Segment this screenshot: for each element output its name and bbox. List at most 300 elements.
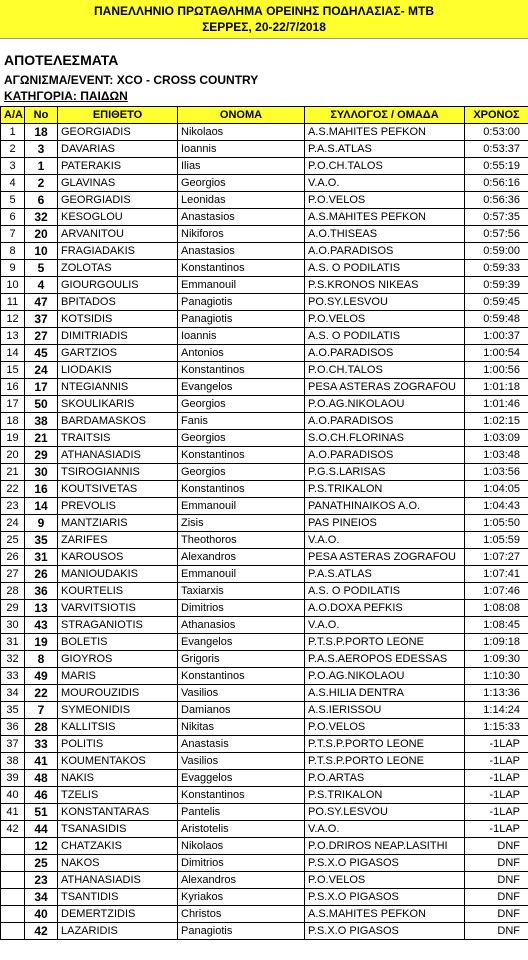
- table-row: [1, 396, 528, 413]
- cell-position: [1, 889, 25, 906]
- cell-number: 32: [25, 209, 58, 226]
- cell-name: Emmanouil: [178, 498, 305, 515]
- cell-number: 2: [25, 175, 58, 192]
- table-row: [1, 770, 528, 787]
- table-row: [1, 821, 528, 838]
- cell-surname: ZOLOTAS: [58, 260, 178, 277]
- cell-position: 25: [1, 532, 25, 549]
- table-row: [1, 294, 528, 311]
- cell-time: DNF: [465, 872, 528, 889]
- cell-club: PAS PINEIOS: [305, 515, 465, 532]
- cell-name: Georgios: [178, 175, 305, 192]
- col-header-surname: ΕΠΙΘΕΤΟ: [58, 107, 178, 124]
- table-row: [1, 583, 528, 600]
- cell-time: DNF: [465, 889, 528, 906]
- cell-surname: GIOYROS: [58, 651, 178, 668]
- cell-surname: GIOURGOULIS: [58, 277, 178, 294]
- cell-club: PESA ASTERAS ZOGRAFOU: [305, 549, 465, 566]
- cell-surname: BARDAMASKOS: [58, 413, 178, 430]
- cell-club: P.T.S.P.PORTO LEONE: [305, 736, 465, 753]
- cell-number: 3: [25, 141, 58, 158]
- cell-number: 41: [25, 753, 58, 770]
- table-row: [1, 634, 528, 651]
- cell-club: P.T.S.P.PORTO LEONE: [305, 634, 465, 651]
- table-row: [1, 600, 528, 617]
- table-row: [1, 243, 528, 260]
- cell-number: 45: [25, 345, 58, 362]
- cell-position: 9: [1, 260, 25, 277]
- cell-time: 0:59:33: [465, 260, 528, 277]
- cell-time: 1:07:27: [465, 549, 528, 566]
- cell-club: P.O.DRIROS NEAP.LASITHI: [305, 838, 465, 855]
- cell-time: DNF: [465, 838, 528, 855]
- cell-club: P.A.S.ATLAS: [305, 141, 465, 158]
- cell-number: 21: [25, 430, 58, 447]
- cell-number: 9: [25, 515, 58, 532]
- cell-club: V.A.O.: [305, 175, 465, 192]
- cell-time: 1:09:30: [465, 651, 528, 668]
- cell-time: 1:04:43: [465, 498, 528, 515]
- cell-number: 12: [25, 838, 58, 855]
- category-label: ΚΑΤΗΓΟΡΙΑ: ΠΑΙΔΩΝ: [4, 89, 128, 103]
- cell-time: DNF: [465, 855, 528, 872]
- cell-number: 34: [25, 889, 58, 906]
- cell-position: 26: [1, 549, 25, 566]
- cell-surname: CHATZAKIS: [58, 838, 178, 855]
- cell-name: Ioannis: [178, 328, 305, 345]
- cell-time: 1:15:33: [465, 719, 528, 736]
- cell-surname: NAKOS: [58, 855, 178, 872]
- cell-number: 18: [25, 124, 58, 141]
- cell-number: 20: [25, 226, 58, 243]
- col-header-time: ΧΡΟΝΟΣ: [465, 107, 528, 124]
- cell-position: [1, 923, 25, 940]
- table-row: [1, 923, 528, 940]
- cell-name: Theothoros: [178, 532, 305, 549]
- table-row: [1, 515, 528, 532]
- cell-surname: MANIOUDAKIS: [58, 566, 178, 583]
- cell-time: 1:08:08: [465, 600, 528, 617]
- cell-position: 22: [1, 481, 25, 498]
- cell-position: 29: [1, 600, 25, 617]
- cell-club: P.S.X.O PIGASOS: [305, 889, 465, 906]
- table-row: [1, 481, 528, 498]
- table-row: [1, 345, 528, 362]
- cell-time: -1LAP: [465, 753, 528, 770]
- cell-club: A.S.HILIA DENTRA: [305, 685, 465, 702]
- cell-surname: GEORGIADIS: [58, 124, 178, 141]
- cell-surname: GEORGIADIS: [58, 192, 178, 209]
- cell-club: A.S.MAHITES PEFKON: [305, 124, 465, 141]
- cell-time: -1LAP: [465, 804, 528, 821]
- cell-name: Konstantinos: [178, 362, 305, 379]
- cell-club: P.S.X.O PIGASOS: [305, 923, 465, 940]
- cell-time: 1:03:48: [465, 447, 528, 464]
- cell-position: 39: [1, 770, 25, 787]
- table-row: [1, 804, 528, 821]
- cell-number: 28: [25, 719, 58, 736]
- results-body: [1, 124, 528, 940]
- cell-number: 5: [25, 260, 58, 277]
- cell-number: 29: [25, 447, 58, 464]
- cell-name: Zisis: [178, 515, 305, 532]
- cell-surname: KESOGLOU: [58, 209, 178, 226]
- col-header-club: ΣΥΛΛΟΓΟΣ / ΟΜΑΔΑ: [305, 107, 465, 124]
- cell-name: Panagiotis: [178, 294, 305, 311]
- cell-position: 36: [1, 719, 25, 736]
- table-row: [1, 413, 528, 430]
- cell-name: Taxiarxis: [178, 583, 305, 600]
- cell-name: Athanasios: [178, 617, 305, 634]
- cell-number: 4: [25, 277, 58, 294]
- cell-time: 1:04:05: [465, 481, 528, 498]
- cell-number: 6: [25, 192, 58, 209]
- cell-name: Emmanouil: [178, 566, 305, 583]
- cell-club: P.S.X.O PIGASOS: [305, 855, 465, 872]
- cell-time: 1:00:56: [465, 362, 528, 379]
- cell-position: 6: [1, 209, 25, 226]
- cell-number: 10: [25, 243, 58, 260]
- col-header-position: Α/Α: [1, 107, 25, 124]
- cell-club: A.O.PARADISOS: [305, 243, 465, 260]
- cell-name: Georgios: [178, 396, 305, 413]
- championship-banner: [0, 0, 528, 39]
- cell-name: Konstantinos: [178, 481, 305, 498]
- cell-name: Emmanouil: [178, 277, 305, 294]
- cell-surname: TZELIS: [58, 787, 178, 804]
- cell-name: Damianos: [178, 702, 305, 719]
- cell-club: P.O.VELOS: [305, 719, 465, 736]
- cell-time: 1:02:15: [465, 413, 528, 430]
- table-row: [1, 889, 528, 906]
- cell-club: A.S.IERISSOU: [305, 702, 465, 719]
- cell-time: 0:59:45: [465, 294, 528, 311]
- cell-club: A.O.THISEAS: [305, 226, 465, 243]
- cell-club: A.O.PARADISOS: [305, 447, 465, 464]
- cell-position: 13: [1, 328, 25, 345]
- cell-time: 1:00:54: [465, 345, 528, 362]
- table-row: [1, 702, 528, 719]
- cell-club: PESA ASTERAS ZOGRAFOU: [305, 379, 465, 396]
- cell-surname: ARVANITOU: [58, 226, 178, 243]
- cell-name: Grigoris: [178, 651, 305, 668]
- cell-club: V.A.O.: [305, 532, 465, 549]
- cell-position: 32: [1, 651, 25, 668]
- table-row: [1, 498, 528, 515]
- cell-time: 0:53:00: [465, 124, 528, 141]
- cell-name: Panagiotis: [178, 923, 305, 940]
- cell-time: 1:13:36: [465, 685, 528, 702]
- cell-club: A.O.DOXA PEFKIS: [305, 600, 465, 617]
- cell-name: Nikolaos: [178, 124, 305, 141]
- cell-position: 19: [1, 430, 25, 447]
- cell-surname: POLITIS: [58, 736, 178, 753]
- table-row: [1, 566, 528, 583]
- cell-number: 16: [25, 481, 58, 498]
- cell-name: Dimitrios: [178, 600, 305, 617]
- cell-club: A.S. O PODILATIS: [305, 260, 465, 277]
- cell-club: P.T.S.P.PORTO LEONE: [305, 753, 465, 770]
- cell-club: P.O.ARTAS: [305, 770, 465, 787]
- cell-name: Nikitas: [178, 719, 305, 736]
- cell-club: P.O.VELOS: [305, 872, 465, 889]
- cell-club: V.A.O.: [305, 617, 465, 634]
- cell-name: Nikolaos: [178, 838, 305, 855]
- cell-number: 23: [25, 872, 58, 889]
- cell-time: 0:56:16: [465, 175, 528, 192]
- cell-name: Anastasios: [178, 209, 305, 226]
- championship-title: ΠΑΝΕΛΛΗΝΙΟ ΠΡΩΤΑΘΛΗΜΑ ΟΡΕΙΝΗΣ ΠΟΔΗΛΑΣΙΑΣ- MTB: [93, 4, 434, 18]
- cell-club: P.O.VELOS: [305, 192, 465, 209]
- cell-time: 1:01:46: [465, 396, 528, 413]
- cell-position: 41: [1, 804, 25, 821]
- cell-name: Ioannis: [178, 141, 305, 158]
- cell-name: Kyriakos: [178, 889, 305, 906]
- cell-position: 20: [1, 447, 25, 464]
- cell-name: Vasilios: [178, 685, 305, 702]
- cell-name: Panagiotis: [178, 311, 305, 328]
- cell-number: 51: [25, 804, 58, 821]
- cell-time: 1:03:09: [465, 430, 528, 447]
- cell-surname: DAVARIAS: [58, 141, 178, 158]
- cell-club: P.S.TRIKALON: [305, 481, 465, 498]
- cell-time: 0:56:36: [465, 192, 528, 209]
- cell-number: 24: [25, 362, 58, 379]
- cell-position: 2: [1, 141, 25, 158]
- cell-position: 40: [1, 787, 25, 804]
- cell-position: 24: [1, 515, 25, 532]
- table-row: [1, 192, 528, 209]
- cell-surname: MANTZIARIS: [58, 515, 178, 532]
- cell-surname: GLAVINAS: [58, 175, 178, 192]
- table-row: [1, 719, 528, 736]
- cell-number: 27: [25, 328, 58, 345]
- cell-surname: KOUMENTAKOS: [58, 753, 178, 770]
- cell-number: 19: [25, 634, 58, 651]
- table-row: [1, 362, 528, 379]
- cell-surname: MOUROUZIDIS: [58, 685, 178, 702]
- cell-club: P.O.CH.TALOS: [305, 158, 465, 175]
- cell-name: Fanis: [178, 413, 305, 430]
- cell-club: PO.SY.LESVOU: [305, 804, 465, 821]
- cell-position: 31: [1, 634, 25, 651]
- cell-position: 35: [1, 702, 25, 719]
- cell-surname: KOTSIDIS: [58, 311, 178, 328]
- cell-name: Leonidas: [178, 192, 305, 209]
- cell-surname: DIMITRIADIS: [58, 328, 178, 345]
- cell-name: Alexandros: [178, 872, 305, 889]
- cell-time: 0:57:56: [465, 226, 528, 243]
- cell-number: 38: [25, 413, 58, 430]
- cell-surname: TSANTIDIS: [58, 889, 178, 906]
- cell-number: 26: [25, 566, 58, 583]
- cell-club: P.O.CH.TALOS: [305, 362, 465, 379]
- cell-surname: STRAGANIOTIS: [58, 617, 178, 634]
- cell-surname: LAZARIDIS: [58, 923, 178, 940]
- cell-name: Dimitrios: [178, 855, 305, 872]
- table-row: [1, 753, 528, 770]
- cell-time: 1:08:45: [465, 617, 528, 634]
- cell-number: 49: [25, 668, 58, 685]
- cell-club: P.O.AG.NIKOLAOU: [305, 396, 465, 413]
- cell-surname: KAROUSOS: [58, 549, 178, 566]
- cell-number: 8: [25, 651, 58, 668]
- cell-time: -1LAP: [465, 821, 528, 838]
- cell-position: 12: [1, 311, 25, 328]
- cell-surname: KOURTELIS: [58, 583, 178, 600]
- cell-position: 37: [1, 736, 25, 753]
- cell-position: 28: [1, 583, 25, 600]
- cell-time: 1:00:37: [465, 328, 528, 345]
- cell-club: P.G.S.LARISAS: [305, 464, 465, 481]
- cell-position: [1, 838, 25, 855]
- table-row: [1, 311, 528, 328]
- cell-club: V.A.O.: [305, 821, 465, 838]
- cell-time: 0:53:37: [465, 141, 528, 158]
- cell-name: Evaggelos: [178, 770, 305, 787]
- cell-number: 1: [25, 158, 58, 175]
- cell-name: Christos: [178, 906, 305, 923]
- cell-position: 4: [1, 175, 25, 192]
- table-row: [1, 447, 528, 464]
- cell-number: 36: [25, 583, 58, 600]
- cell-name: Evangelos: [178, 634, 305, 651]
- table-row: [1, 260, 528, 277]
- results-title: ΑΠΟΤΕΛΕΣΜΑΤΑ: [4, 52, 119, 68]
- cell-position: 1: [1, 124, 25, 141]
- col-header-number: Νο: [25, 107, 58, 124]
- cell-surname: LIODAKIS: [58, 362, 178, 379]
- cell-time: 1:01:18: [465, 379, 528, 396]
- table-row: [1, 277, 528, 294]
- cell-surname: ZARIFES: [58, 532, 178, 549]
- cell-time: 1:05:50: [465, 515, 528, 532]
- cell-number: 44: [25, 821, 58, 838]
- cell-position: 21: [1, 464, 25, 481]
- table-row: [1, 838, 528, 855]
- cell-name: Aristotelis: [178, 821, 305, 838]
- cell-club: A.S.MAHITES PEFKON: [305, 209, 465, 226]
- cell-time: 1:14:24: [465, 702, 528, 719]
- cell-number: 43: [25, 617, 58, 634]
- table-row: [1, 617, 528, 634]
- cell-club: P.S.TRIKALON: [305, 787, 465, 804]
- cell-surname: NTEGIANNIS: [58, 379, 178, 396]
- cell-number: 37: [25, 311, 58, 328]
- cell-name: Antonios: [178, 345, 305, 362]
- cell-time: 1:07:41: [465, 566, 528, 583]
- cell-name: Georgios: [178, 464, 305, 481]
- cell-surname: NAKIS: [58, 770, 178, 787]
- results-table: [0, 106, 528, 940]
- cell-time: 1:05:59: [465, 532, 528, 549]
- cell-name: Vasilios: [178, 753, 305, 770]
- table-row: [1, 651, 528, 668]
- cell-time: 1:03:56: [465, 464, 528, 481]
- cell-position: 7: [1, 226, 25, 243]
- cell-club: A.O.PARADISOS: [305, 345, 465, 362]
- cell-club: P.A.S.AEROPOS EDESSAS: [305, 651, 465, 668]
- cell-position: 34: [1, 685, 25, 702]
- table-row: [1, 872, 528, 889]
- cell-position: [1, 855, 25, 872]
- cell-surname: TSANASIDIS: [58, 821, 178, 838]
- cell-position: 30: [1, 617, 25, 634]
- table-row: [1, 736, 528, 753]
- table-row: [1, 226, 528, 243]
- cell-time: -1LAP: [465, 787, 528, 804]
- cell-name: Pantelis: [178, 804, 305, 821]
- cell-time: -1LAP: [465, 736, 528, 753]
- cell-time: -1LAP: [465, 770, 528, 787]
- table-row: [1, 685, 528, 702]
- table-row: [1, 430, 528, 447]
- cell-club: PO.SY.LESVOU: [305, 294, 465, 311]
- cell-time: DNF: [465, 923, 528, 940]
- cell-number: 17: [25, 379, 58, 396]
- cell-time: 1:09:18: [465, 634, 528, 651]
- cell-number: 33: [25, 736, 58, 753]
- cell-club: A.O.PARADISOS: [305, 413, 465, 430]
- cell-position: 11: [1, 294, 25, 311]
- cell-club: P.A.S.ATLAS: [305, 566, 465, 583]
- cell-name: Anastasis: [178, 736, 305, 753]
- table-row: [1, 141, 528, 158]
- cell-number: 42: [25, 923, 58, 940]
- cell-position: 18: [1, 413, 25, 430]
- cell-position: 14: [1, 345, 25, 362]
- cell-club: P.O.AG.NIKOLAOU: [305, 668, 465, 685]
- cell-surname: KALLITSIS: [58, 719, 178, 736]
- table-row: [1, 175, 528, 192]
- cell-position: 15: [1, 362, 25, 379]
- cell-name: Georgios: [178, 430, 305, 447]
- cell-position: 38: [1, 753, 25, 770]
- cell-number: 22: [25, 685, 58, 702]
- cell-surname: FRAGIADAKIS: [58, 243, 178, 260]
- cell-time: 0:59:48: [465, 311, 528, 328]
- cell-time: 0:59:39: [465, 277, 528, 294]
- cell-surname: SYMEONIDIS: [58, 702, 178, 719]
- cell-surname: ATHANASIADIS: [58, 447, 178, 464]
- cell-position: 8: [1, 243, 25, 260]
- cell-name: Evangelos: [178, 379, 305, 396]
- cell-position: [1, 906, 25, 923]
- cell-name: Konstantinos: [178, 668, 305, 685]
- cell-name: Konstantinos: [178, 787, 305, 804]
- cell-position: 33: [1, 668, 25, 685]
- table-row: [1, 906, 528, 923]
- table-row: [1, 209, 528, 226]
- cell-number: 48: [25, 770, 58, 787]
- cell-position: 10: [1, 277, 25, 294]
- table-row: [1, 532, 528, 549]
- cell-name: Ilias: [178, 158, 305, 175]
- cell-surname: TRAITSIS: [58, 430, 178, 447]
- cell-name: Nikiforos: [178, 226, 305, 243]
- cell-number: 35: [25, 532, 58, 549]
- cell-number: 31: [25, 549, 58, 566]
- cell-number: 40: [25, 906, 58, 923]
- cell-number: 47: [25, 294, 58, 311]
- cell-position: 16: [1, 379, 25, 396]
- cell-name: Anastasios: [178, 243, 305, 260]
- cell-position: 5: [1, 192, 25, 209]
- table-row: [1, 379, 528, 396]
- cell-surname: BPITADOS: [58, 294, 178, 311]
- cell-time: DNF: [465, 906, 528, 923]
- cell-time: 0:59:00: [465, 243, 528, 260]
